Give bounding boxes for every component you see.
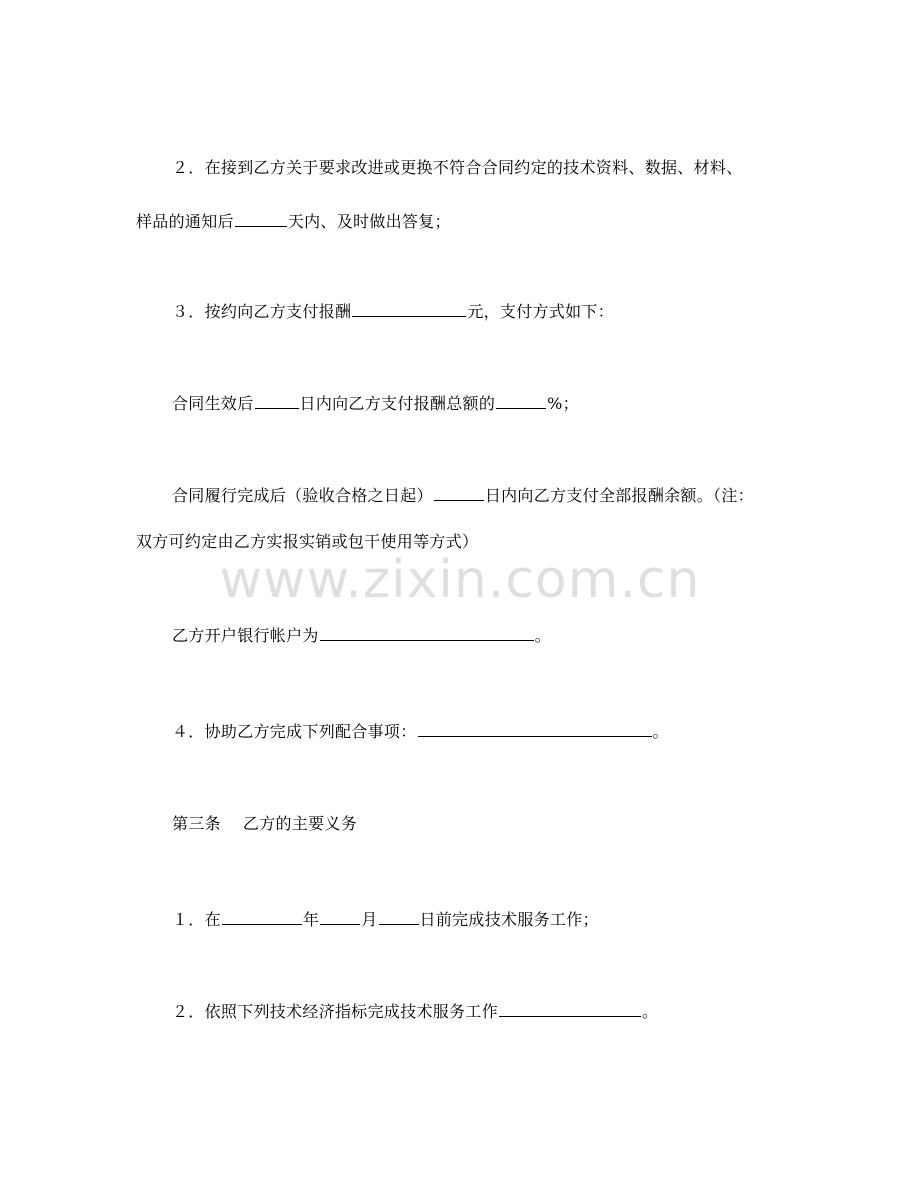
payment-after-effect-text-b: 日内向乙方支付报酬总额的 — [299, 394, 496, 413]
payment-amount-blank[interactable] — [352, 298, 466, 317]
clause-2-text-b: 天内、及时做出答复； — [287, 212, 451, 231]
percent-blank[interactable] — [496, 390, 546, 409]
clause-2-text: ２．在接到乙方关于要求改进或更换不符合合同约定的技术资料、数据、材料、 — [172, 158, 743, 177]
bank-account-text-a: 乙方开户银行帐户为 — [172, 626, 319, 645]
bank-account-line — [136, 622, 800, 648]
clause-2-text-a: 样品的通知后 — [136, 212, 234, 231]
clause-3-text-b: 元，支付方式如下： — [467, 302, 615, 321]
obligation-1-text-a: １．在 — [172, 910, 221, 929]
clause-3-text-a: ３．按约向乙方支付报酬 — [172, 302, 352, 321]
year-blank[interactable] — [222, 906, 302, 925]
payment-after-completion-text-c: 双方可约定由乙方实报实销或包干使用等方式） — [136, 532, 479, 551]
article-title: 乙方的主要义务 — [242, 814, 358, 833]
payment-after-effect-line — [136, 390, 800, 416]
article-3-heading — [136, 812, 800, 836]
cooperation-items-blank[interactable] — [418, 718, 652, 737]
month-blank[interactable] — [320, 906, 360, 925]
effect-days-blank[interactable] — [255, 390, 299, 409]
obligation-1-line — [136, 906, 800, 932]
payment-after-effect-text-a: 合同生效后 — [172, 394, 254, 413]
obligation-1-year: 年 — [302, 910, 320, 929]
clause-3-line — [136, 298, 800, 324]
obligation-2-line — [136, 998, 800, 1024]
obligation-2-text-b: 。 — [642, 1002, 659, 1021]
day-blank[interactable] — [379, 906, 419, 925]
obligation-1-text-d: 日前完成技术服务工作； — [419, 910, 599, 929]
completion-days-blank[interactable] — [434, 482, 484, 501]
payment-after-completion-text-b: 日内向乙方支付全部报酬余额。（注： — [484, 486, 754, 505]
days-blank[interactable] — [235, 208, 287, 227]
watermark: www.zixin.com.cn — [219, 550, 701, 610]
clause-4-line — [136, 718, 800, 744]
clause-2-line-2 — [136, 208, 800, 234]
payment-after-effect-text-c: %； — [547, 394, 579, 413]
indicators-blank[interactable] — [499, 998, 641, 1017]
obligation-2-text-a: ２．依照下列技术经济指标完成技术服务工作 — [172, 1002, 499, 1021]
bank-account-blank[interactable] — [320, 622, 534, 641]
payment-after-completion-text-a: 合同履行完成后（验收合格之日起） — [172, 486, 433, 505]
clause-4-text-b: 。 — [652, 722, 669, 741]
clause-4-text-a: ４．协助乙方完成下列配合事项： — [172, 722, 417, 741]
obligation-1-month: 月 — [361, 910, 378, 929]
article-number: 第三条 — [172, 814, 221, 833]
clause-2-line-1 — [136, 156, 800, 180]
payment-after-completion-line-1 — [136, 482, 800, 508]
bank-account-text-b: 。 — [534, 626, 552, 645]
